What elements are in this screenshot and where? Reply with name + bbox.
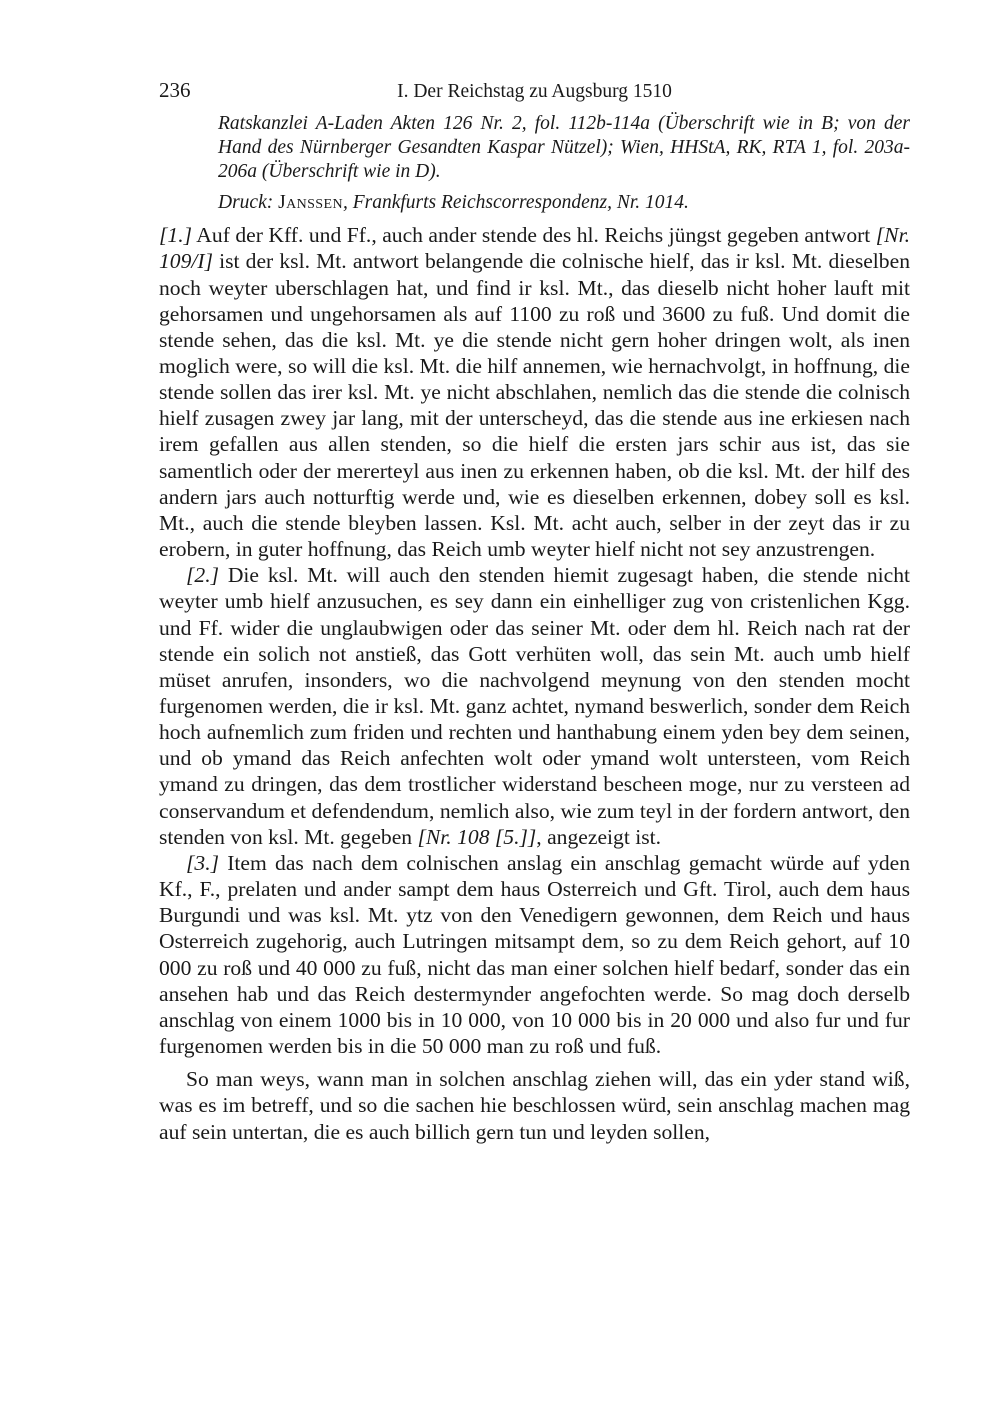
paragraph-1-text-b: ist der ksl. Mt. antwort belangende die colnische hielf, das ir ksl. Mt. dieselben noch weyter uberschlagen hat, und find ir ksl. Mt., das dieselb nicht hoher lauft mit gehorsamen und ungehorsamen als auf 1100 zu roß und 3600 zu fuß. Und domit die stende sehen, das die ksl. Mt. ye die stende nicht gern hoher dringen wolt, als inen moglich were, so will die ksl. Mt. die hilf annemen, wie hernachvolgt, in hoffnung, die stende sollen das irer ksl. Mt. ye nicht abschlahen, nemlich das die stende die colnisch hielf zusagen zwey jar lang, mit der unterscheyd, das die stende aus ine erkiesen nach irem gefallen aus allen stenden, so die hielf die ersten jars schir aus ist, das sie samentlich oder der mererteyl aus inen zu erkennen haben, ob die ksl. Mt. der hilf des andern jars auch notturftig werde und, wie es dieselben erkennen, dobey soll es ksl. Mt., auch die stende bleyben lassen. Ksl. Mt. acht auch, selber in der zeyt das ir zu erobern, in guter hoffnung, das Reich umb weyter hielf nicht not sey anzustrengen. (159, 249, 910, 562)
paragraph-2-text-b: , angezeigt ist. (536, 824, 662, 849)
paragraph-4 (159, 1066, 910, 1144)
section-number-1: [1.] (159, 223, 193, 248)
paragraph-3-text: Item das nach dem colnischen anslag ein anschlag gemacht würde auf yden Kf., F., prelaten und ander sampt dem haus Osterreich und Gft. Tirol, auch dem haus Burgundi und was ksl. Mt. ytz von den Venedigern gewonnen, dem Reich und haus Osterreich zugehorig, auch Lutringen mitsampt dem, so zu dem Reich gehort, auf 10 000 zu roß und 40 000 zu fuß, nicht das man einer solchen hielf bedarf, sonder das ein ansehen hab und das Reich destermynder angefochten werde. So mag doch derselb anschlag von einem 1000 bis in 10 000, von 10 000 bis in 20 000 und also fur und fur furgenomen werden bis in die 50 000 man zu roß und fuß. (159, 850, 910, 1059)
page-number: 236 (159, 78, 191, 102)
print-author: Janssen (278, 192, 343, 214)
paragraph-1 (159, 222, 910, 562)
paragraph-1-text-a: Auf der Kff. und Ff., auch ander stende des hl. Reichs jüngst gegeben antwort (192, 223, 876, 248)
source-notes (218, 112, 910, 215)
section-number-3: [3.] (186, 850, 220, 875)
print-work: , Frankfurts Reichscorrespondenz, Nr. 1014. (342, 192, 689, 214)
paragraph-2 (159, 562, 910, 850)
archival-sources: Ratskanzlei A-Laden Akten 126 Nr. 2, fol. 112b-114a (Überschrift wie in B; von der Hand des Nürnberger Gesandten Kaspar Nützel); Wien, HHStA, RK, RTA 1, fol. 203a-206a (Überschrift wie in D). (218, 113, 910, 182)
paragraph-2-text-a: Die ksl. Mt. will auch den stenden hiemit zugesagt haben, die stende nicht weyter umb hielf anzusuchen, es sey dann ein einhelliger zug von cristenlichen Kgg. und Ff. wider die unglaubwigen oder das seiner Mt. oder dem hl. Reich nach rat der stende ein solich not anstieß, das Gott verhüten woll, das sein Mt. auch umb hielf müset anrufen, insonders, wo die nachvolgend meynung von den stenden mocht furgenomen werden, die ir ksl. Mt. ganz achtet, nymand beswerlich, sonder dem Reich hoch aufnemlich zum friden und rechten und hanthabung einem yden bey dem seinen, und ob ymand das Reich anfechten wolt oder ymand wolt untersteen, vom Reich ymand zu dringen, das dem trostlicher widerstand bescheen moge, nur zu versteen ad conservandum et defendendum, nemlich also, wie zum teyl in der fordern antwort, den stenden von ksl. Mt. gegeben (159, 563, 910, 849)
print-reference (218, 191, 910, 215)
paragraph-4-text: So man weys, wann man in solchen anschlag ziehen will, das ein yder stand wiß, was es im betreff, und so die sachen hie beschlossen würd, sein anschlag machen mag auf sein untertan, die es auch billich gern tun und leyden sollen, (159, 1067, 910, 1144)
running-title: I. Der Reichstag zu Augsburg 1510 (397, 81, 672, 102)
cross-reference-1: [Nr. 109/I] (159, 223, 910, 274)
document-page (159, 78, 910, 1145)
page-header (159, 78, 910, 112)
document-body (159, 222, 910, 1144)
section-number-2: [2.] (186, 563, 220, 588)
print-label: Druck: (218, 192, 274, 214)
cross-reference-2: [Nr. 108 [5.]] (417, 824, 537, 849)
paragraph-3 (159, 850, 910, 1059)
